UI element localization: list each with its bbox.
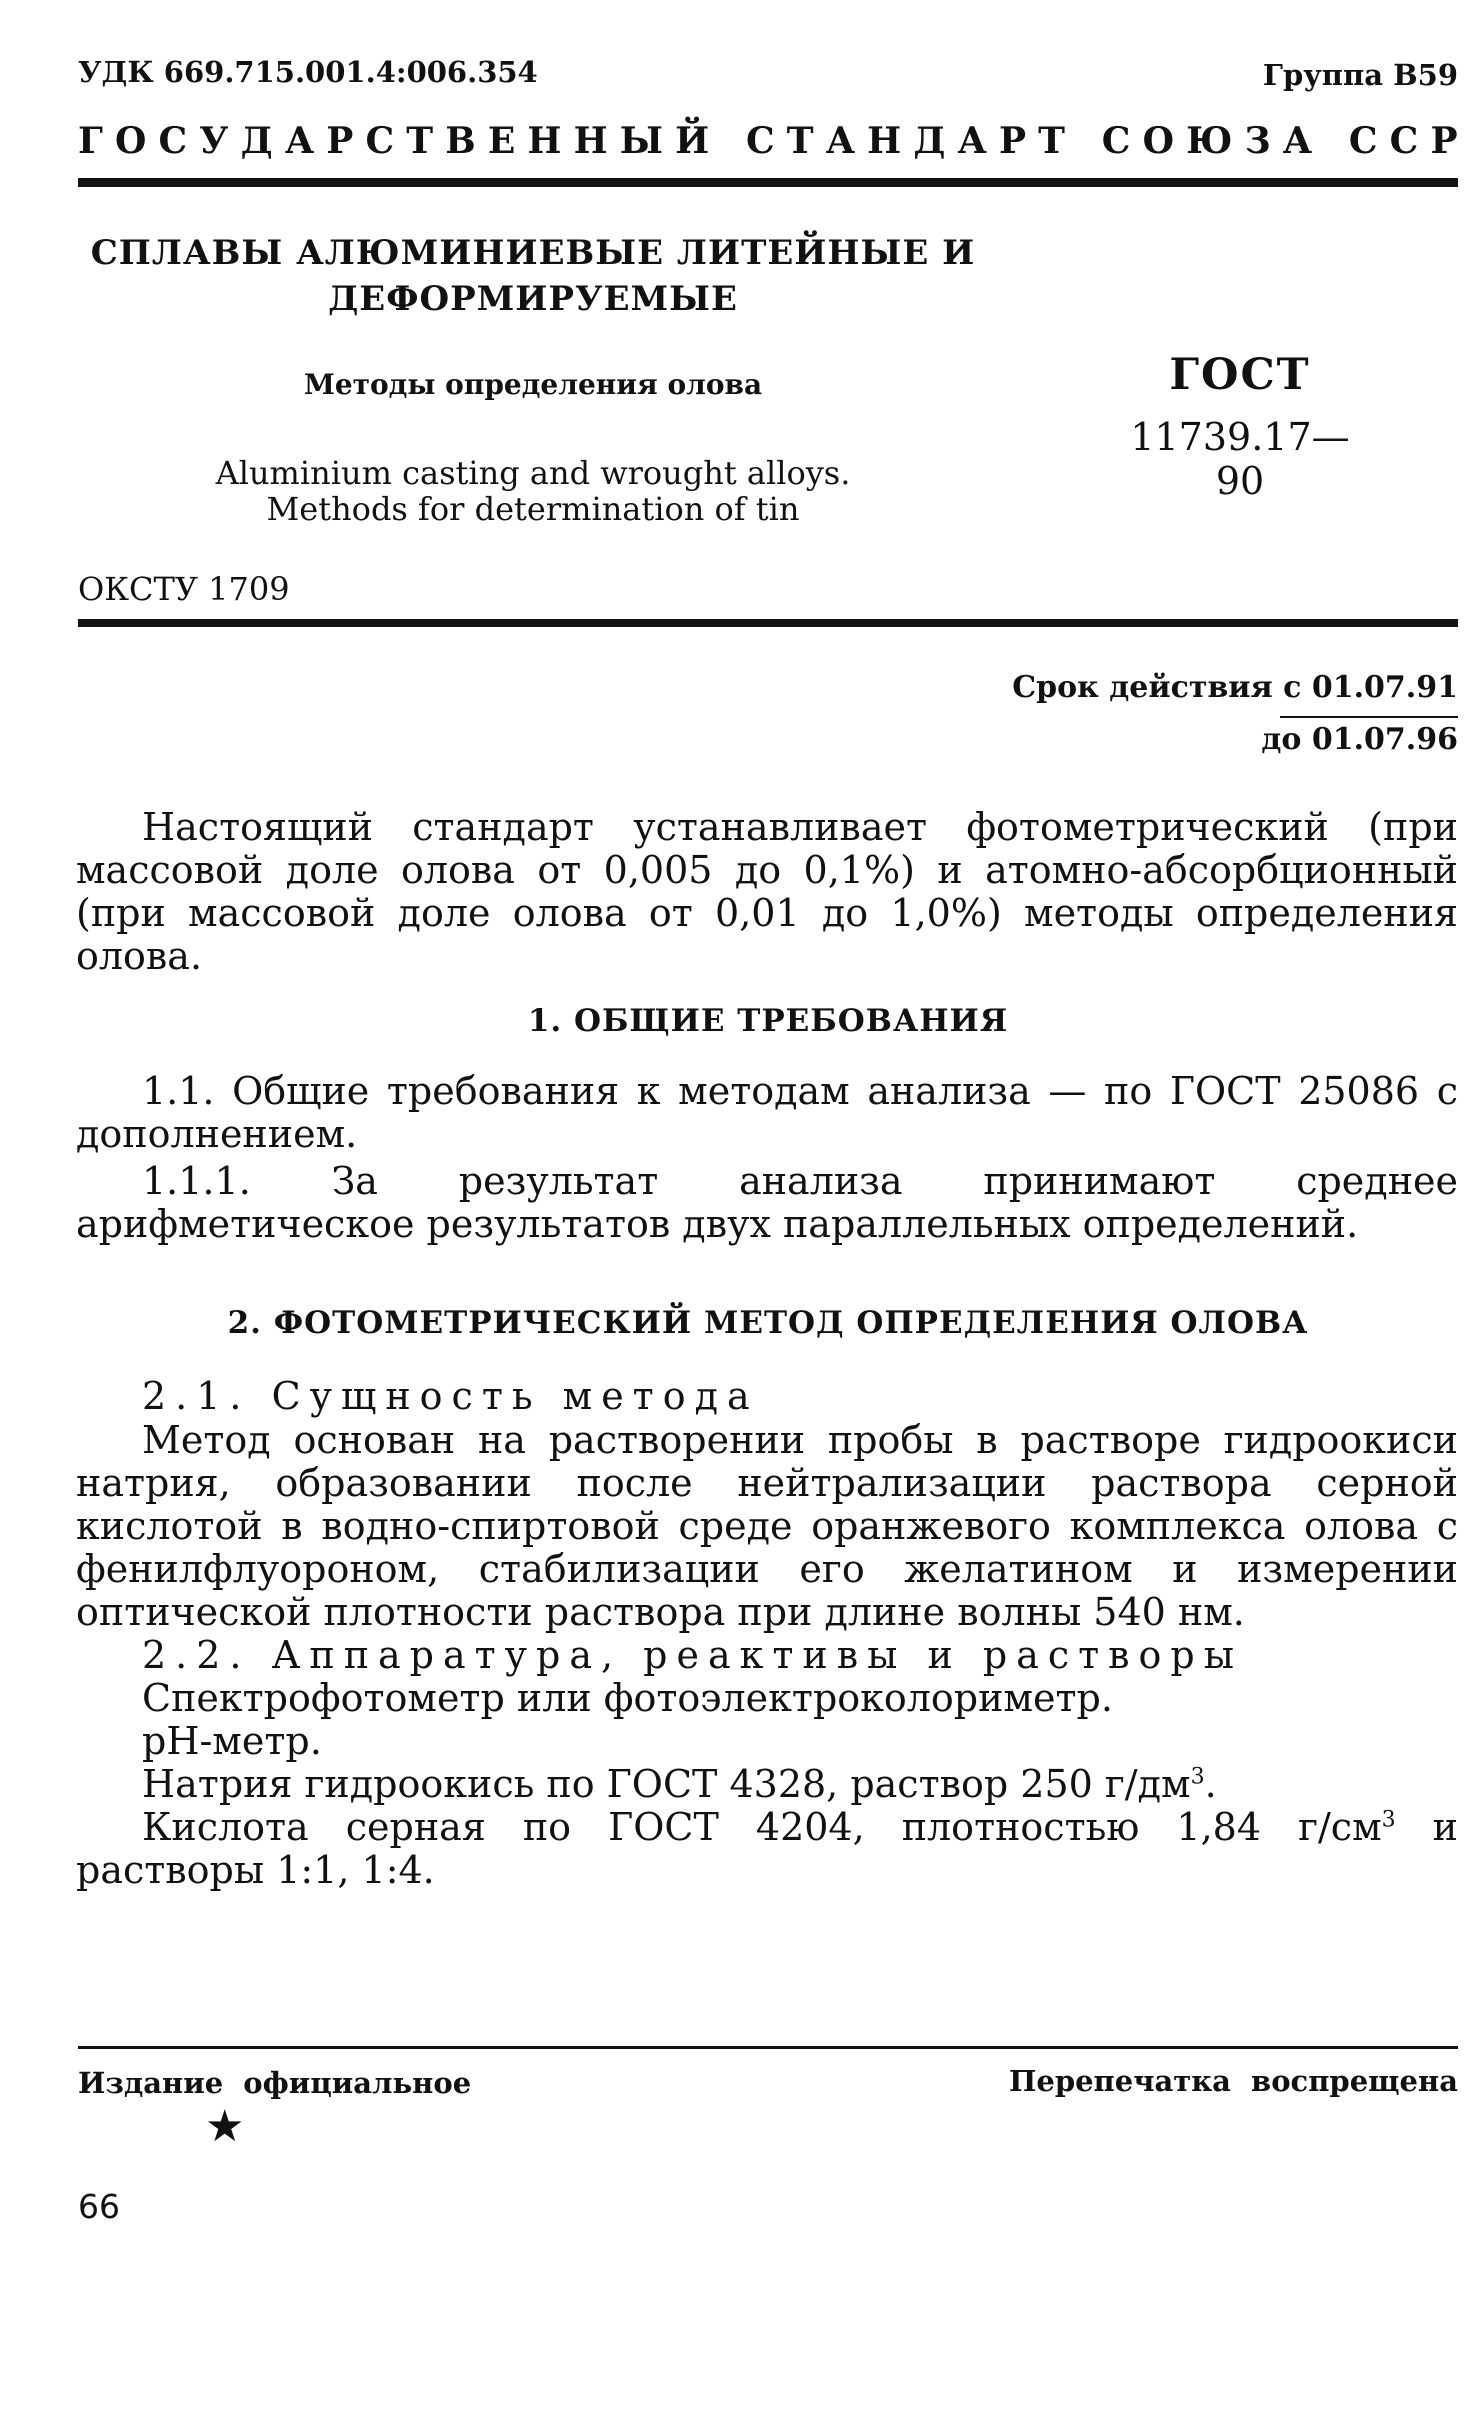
reagent-item-sodium-hydroxide xyxy=(142,1763,1458,1806)
title-line-1: СПЛАВЫ АЛЮМИНИЕВЫЕ ЛИТЕЙНЫЕ И xyxy=(90,233,976,273)
paragraph-1-1-1: 1.1.1. За результат анализа принимают среднее арифметическое результатов двух параллельных определений. xyxy=(76,1159,1458,1246)
superscript: 3 xyxy=(1190,1764,1205,1790)
group-code: Группа В59 xyxy=(1262,58,1458,92)
paragraph-2-1: Метод основан на растворении пробы в растворе гидроокиси натрия, образовании после нейтрализации раствора серной кислотой в водно-спиртовой среде оранжевого комплекса олова с фенилфлуороном, стабилизации его желатином и измерении оптической плотности раствора при длине волны 540 нм. xyxy=(76,1418,1458,1634)
validity-divider xyxy=(1280,716,1458,718)
intro-paragraph: Настоящий стандарт устанавливает фотометрический (при массовой доле олова от 0,005 до 0,1%) и атомно-абсорбционный (при массовой доле олова от 0,01 до 1,0%) методы определения олова. xyxy=(76,805,1458,978)
reagent-text: Натрия гидроокись по ГОСТ 4328, раствор 250 г/дм xyxy=(142,1762,1191,1806)
section-1-heading: 1. ОБЩИЕ ТРЕБОВАНИЯ xyxy=(527,1003,1009,1039)
page-number: 66 xyxy=(78,2187,120,2226)
superscript: 3 xyxy=(1381,1807,1396,1833)
validity-from: Срок действия с 01.07.91 xyxy=(1012,670,1458,705)
paragraph-1-1: 1.1. Общие требования к методам анализа — по ГОСТ 25086 с дополнением. xyxy=(76,1069,1458,1156)
top-rule xyxy=(78,178,1458,187)
footer-rule xyxy=(78,2046,1458,2049)
okstu-code: ОКСТУ 1709 xyxy=(78,570,290,608)
star-icon: ★ xyxy=(205,2101,245,2152)
english-title-line-2: Methods for determination of tin xyxy=(266,490,800,528)
gost-number: 11739.17—90 xyxy=(1130,415,1350,503)
official-edition-note: Издание официальное xyxy=(78,2066,472,2100)
reagent-text-end: и растворы 1:1, 1:4. xyxy=(76,1805,1458,1892)
equipment-item-ph-meter: рН-метр. xyxy=(142,1719,322,1763)
reagent-item-sulfuric-acid xyxy=(76,1806,1458,1892)
english-title xyxy=(78,455,988,527)
reagent-text-end: . xyxy=(1204,1762,1217,1806)
subsection-2-2-heading: 2.2. Аппаратура, реактивы и растворы xyxy=(142,1633,1243,1677)
reagent-text: Кислота серная по ГОСТ 4204, плотностью 1,84 г/см xyxy=(142,1805,1382,1849)
subsection-2-1-heading: 2.1. Сущность метода xyxy=(142,1374,759,1418)
gost-label: ГОСТ xyxy=(1169,350,1311,400)
methods-subtitle: Методы определения олова xyxy=(303,368,763,401)
section-2-heading: 2. ФОТОМЕТРИЧЕСКИЙ МЕТОД ОПРЕДЕЛЕНИЯ ОЛОВА xyxy=(227,1305,1309,1341)
document-title xyxy=(78,230,988,322)
equipment-item-spectrophotometer: Спектрофотометр или фотоэлектроколориметр. xyxy=(142,1676,1113,1720)
title-line-2: ДЕФОРМИРУЕМЫЕ xyxy=(328,279,738,319)
header-bottom-rule xyxy=(78,619,1458,627)
udk-code: УДК 669.715.001.4:006.354 xyxy=(78,55,538,89)
english-title-line-1: Aluminium casting and wrought alloys. xyxy=(215,454,851,492)
state-standard-heading: Г О С У Д А Р С Т В Е Н Н Ы Й С Т А Н Д А Р Т С О Ю З А С С Р xyxy=(78,120,1458,162)
reprint-prohibited-note: Перепечатка воспрещена xyxy=(1008,2064,1458,2098)
validity-to: до 01.07.96 xyxy=(1261,722,1458,757)
